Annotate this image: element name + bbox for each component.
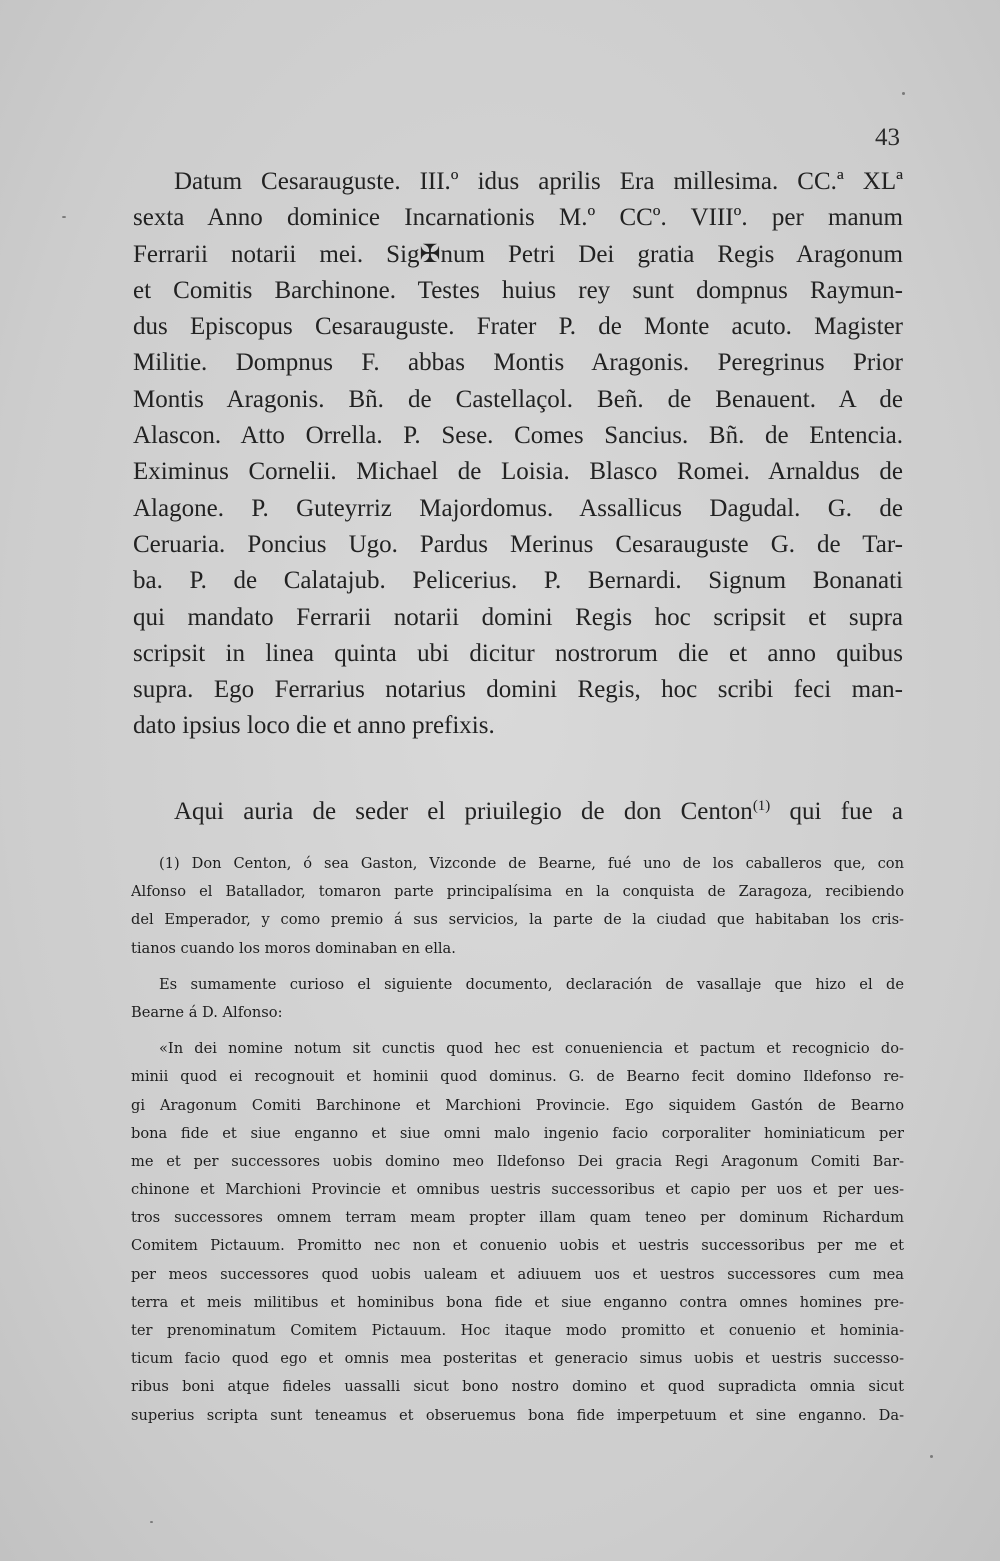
footnote-line: tianos cuando los moros dominaban en ella. (131, 939, 456, 957)
main-line: sexta Anno dominice Incarnationis M.º CCº. VIIIº. per manum (133, 204, 903, 232)
main-line: Alascon. Atto Orrella. P. Sese. Comes Sancius. Bñ. de Entencia. (133, 422, 903, 450)
second-paragraph (133, 788, 903, 830)
footnote-line: Comitem Pictauum. Promitto nec non et conuenio uobis et uestris successoribus per me et (131, 1237, 904, 1255)
footnote-line: Es sumamente curioso el siguiente documento, declaración de vasallaje que hizo el de (159, 975, 904, 993)
main-line: Datum Cesarauguste. III.º idus aprilis Era millesima. CC.ª XLª (174, 168, 903, 195)
footnote-line: gi Aragonum Comiti Barchinone et Marchioni Provincie. Ego siquidem Gastón de Bearno (131, 1096, 904, 1114)
main-line: qui mandato Ferrarii notarii domini Regis hoc scripsit et supra (133, 603, 903, 631)
paper-speck (62, 216, 66, 218)
paper-speck (150, 1521, 153, 1523)
footnote-line: ticum facio quod ego et omnis mea posteritas et generacio simus uobis et uestris successo- (131, 1350, 904, 1368)
paper-speck (930, 1455, 933, 1458)
main-line: Ferrarii notarii mei. Sig✠num Petri Dei gratia Regis Aragonum (133, 240, 903, 268)
main-line: Alagone. P. Guteyrriz Majordomus. Assallicus Dagudal. G. de (133, 494, 903, 522)
second-paragraph-text: Aqui auria de seder el priuilegio de don Centon (174, 798, 753, 825)
main-line: Militie. Dompnus F. abbas Montis Aragonis. Peregrinus Prior (133, 349, 903, 377)
footnote-line: «In dei nomine notum sit cunctis quod hec est conueniencia et pactum et recognicio do- (159, 1040, 904, 1058)
footnote-line: (1) Don Centon, ó sea Gaston, Vizconde de Bearne, fué uno de los caballeros que, con (159, 855, 904, 872)
footnote-line: bona fide et siue enganno et siue omni malo ingenio facio corporaliter hominiaticum per (131, 1124, 904, 1142)
footnote-line: Bearne á D. Alfonso: (131, 1003, 283, 1021)
main-line: Montis Aragonis. Bñ. de Castellaçol. Beñ. de Benauent. A de (133, 385, 903, 413)
footnote-line: tros successores omnem terram meam propter illam quam teneo per dominum Richardum (131, 1209, 904, 1227)
footnote-line: superius scripta sunt teneamus et obseruemus bona fide imperpetuum et sine enganno. Da- (131, 1406, 904, 1424)
footnote-line: del Emperador, y como premio á sus servicios, la parte de la ciudad que habitaban los cris- (131, 911, 904, 929)
footnote-block (131, 850, 904, 1430)
main-line: scripsit in linea quinta ubi dicitur nostrorum die et anno quibus (133, 639, 903, 667)
page-number: 43 (875, 124, 900, 151)
footnote-line: Alfonso el Batallador, tomaron parte principalísima en la conquista de Zaragoza, recibiendo (131, 883, 904, 901)
footnote-line: ribus boni atque fideles uassalli sicut bono nostro domino et quod supradicta omnia sicut (131, 1378, 904, 1396)
main-line: Eximinus Cornelii. Michael de Loisia. Blasco Romei. Arnaldus de (133, 458, 903, 486)
main-line: supra. Ego Ferrarius notarius domini Regis, hoc scribi feci man- (133, 676, 903, 704)
main-paragraph (133, 164, 903, 745)
second-paragraph-text-end: qui fue a (770, 798, 904, 825)
main-line: dus Episcopus Cesarauguste. Frater P. de Monte acuto. Magister (133, 313, 903, 341)
paper-speck (902, 92, 905, 95)
footnote-line: minii quod ei recognouit et hominii quod dominus. G. de Bearno fecit domino Ildefonso re- (131, 1068, 904, 1086)
main-line: ba. P. de Calatajub. Pelicerius. P. Bernardi. Signum Bonanati (133, 567, 903, 595)
footnote-line: ter prenominatum Comitem Pictauum. Hoc itaque modo promitto et conuenio et hominia- (131, 1322, 904, 1339)
second-paragraph-line (133, 788, 903, 830)
main-line: Ceruaria. Poncius Ugo. Pardus Merinus Cesarauguste G. de Tar- (133, 530, 903, 558)
footnote-line: terra et meis militibus et hominibus bona fide et siue enganno contra omnes homines pre- (131, 1293, 904, 1311)
main-line: dato ipsius loco die et anno prefixis. (133, 712, 495, 740)
footnote-reference: (1) (752, 798, 771, 814)
footnote-line: per meos successores quod uobis ualeam et adiuuem uos et uestros successores cum mea (131, 1265, 904, 1283)
footnote-line: chinone et Marchioni Provincie et omnibus uestris successoribus et capio per uos et per ues- (131, 1181, 904, 1199)
footnote-line: me et per successores uobis domino meo Ildefonso Dei gracia Regi Aragonum Comiti Bar- (131, 1152, 904, 1170)
main-line: et Comitis Barchinone. Testes huius rey sunt dompnus Raymun- (133, 276, 903, 304)
